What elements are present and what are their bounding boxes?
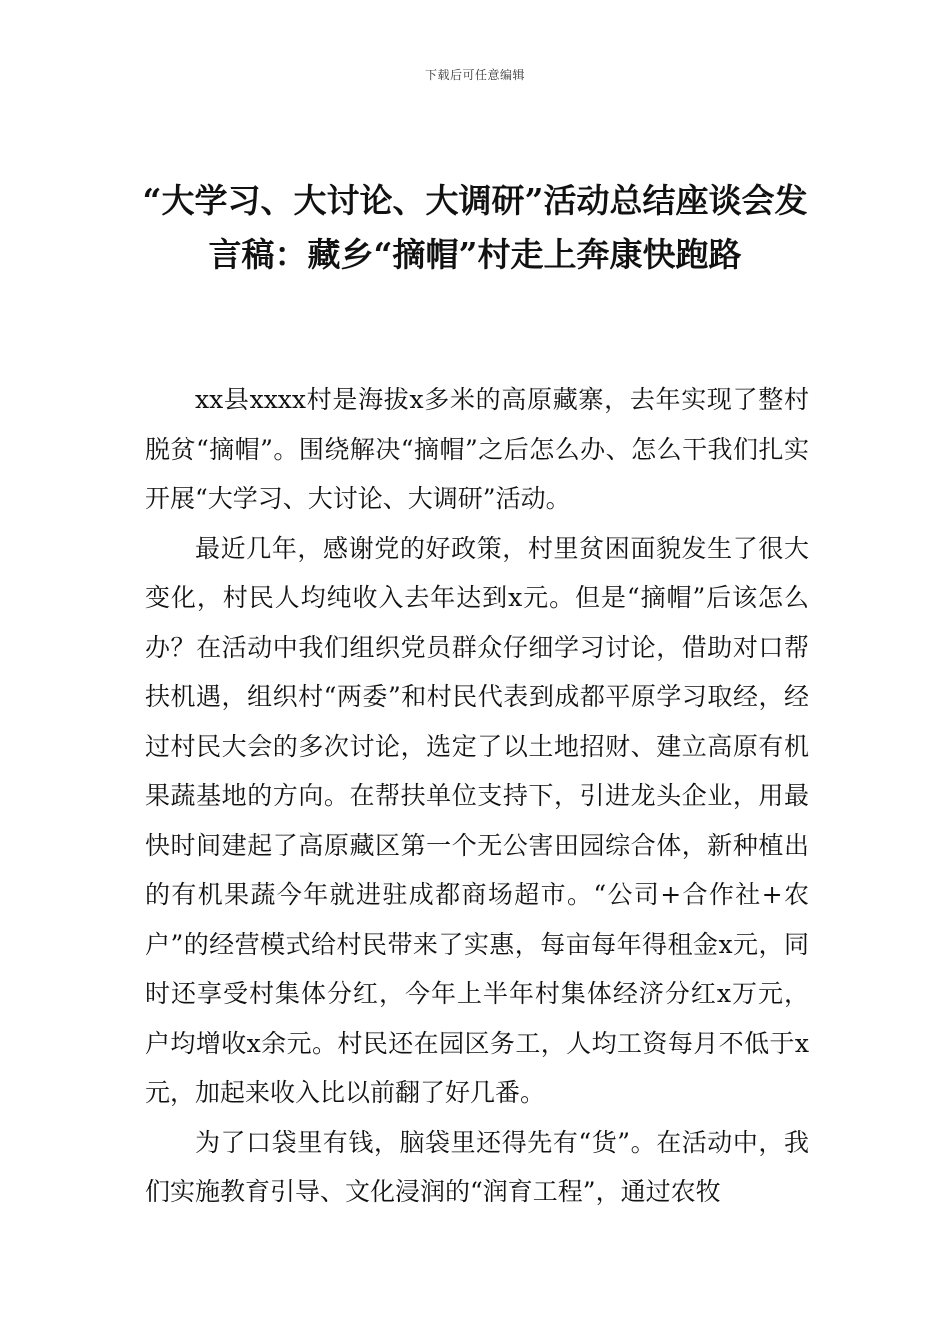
document-title: “大学习、大讨论、大调研”活动总结座谈会发言稿：藏乡“摘帽”村走上奔康快跑路 bbox=[142, 181, 808, 274]
body-paragraph: 为了口袋里有钱，脑袋里还得先有“货”。在活动中，我们实施教育引导、文化浸润的“润育工程”，通过农牧 bbox=[145, 1127, 809, 1206]
page-header-note: 下载后可任意编辑 bbox=[424, 68, 525, 82]
body-paragraph: xx县xxxx村是海拔x多米的高原藏寨，去年实现了整村脱贫“摘帽”。围绕解决“摘帽”之后怎么办、怎么干我们扎实开展“大学习、大讨论、大调研”活动。 bbox=[145, 385, 809, 513]
body-paragraph: 最近几年，感谢党的好政策，村里贫困面貌发生了很大变化，村民人均纯收入去年达到x元。但是“摘帽”后该怎么办？在活动中我们组织党员群众仔细学习讨论，借助对口帮扶机遇，组织村“两委”和村民代表到成都平原学习取经，经过村民大会的多次讨论，选定了以土地招财、建立高原有机果蔬基地的方向。在帮扶单位支持下，引进龙头企业，用最快时间建起了高原藏区第一个无公害田园综合体，新种植出的有机果蔬今年就进驻成都商场超市。“公司+合作社+农户”的经营模式给村民带来了实惠，每亩每年得租金x元，同时还享受村集体分红，今年上半年村集体经济分红x万元，户均增收x余元。村民还在园区务工，人均工资每月不低于x元，加起来收入比以前翻了好几番。 bbox=[145, 533, 809, 1107]
document-body bbox=[145, 375, 809, 1217]
